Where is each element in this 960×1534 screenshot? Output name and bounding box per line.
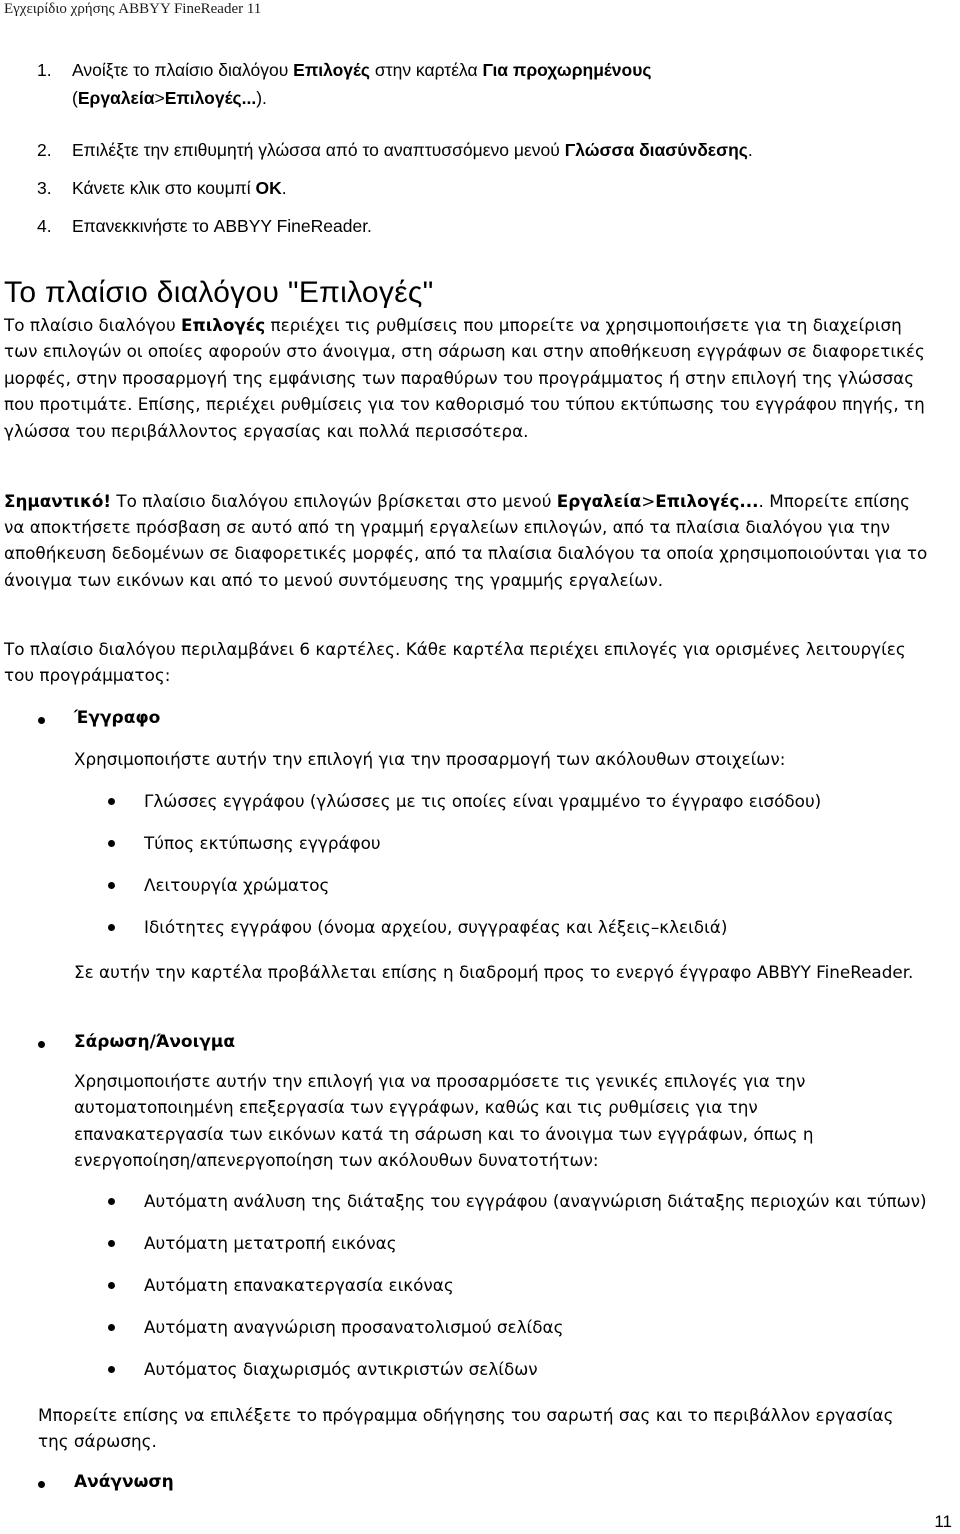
step-text: .: [747, 140, 753, 160]
list-item-text: Αυτόματη αναγνώριση προσανατολισμού σελίδας: [144, 1317, 564, 1337]
step-text: Επιλέξτε την επιθυμητή γλώσσα από το αναπτυσσόμενο μενού: [72, 140, 565, 160]
list-item: [108, 790, 821, 812]
step-bold: Επιλογές...: [164, 88, 257, 108]
step-text: Ανοίξτε το πλαίσιο διαλόγου: [72, 60, 294, 80]
step-text: ).: [256, 88, 267, 108]
step-text: .: [281, 178, 287, 198]
section-title: Το πλαίσιο διαλόγου "Επιλογές": [4, 276, 434, 309]
step-1: [37, 56, 937, 112]
list-item-text: Τύπος εκτύπωσης εγγράφου: [144, 833, 381, 853]
paragraph-text: Το πλαίσιο διαλόγου: [4, 315, 181, 335]
list-item-text: Αυτόματη ανάλυση της διάταξης του εγγράφου (αναγνώριση διάταξης περιοχών και τύπων): [144, 1191, 927, 1211]
list-item: [108, 1190, 927, 1212]
step-2: [37, 136, 937, 164]
list-item: [108, 832, 821, 854]
tab-document-note: Σε αυτήν την καρτέλα προβάλλεται επίσης η διαδρομή προς το ενεργό έγγραφο ABBYY FineReader.: [74, 962, 914, 982]
bullet-dot: [38, 1041, 45, 1048]
list-item-text: Ιδιότητες εγγράφου (όνομα αρχείου, συγγραφέας και λέξεις–κλειδιά): [144, 917, 728, 937]
step-bold: Επιλογές: [293, 60, 371, 80]
list-item: [108, 874, 821, 896]
important-paragraph: [4, 488, 934, 593]
intro-paragraph: [4, 312, 934, 444]
list-item-text: Λειτουργία χρώματος: [144, 875, 330, 895]
paragraph-text: περιέχει τις ρυθμίσεις που μπορείτε να χρησιμοποιήσετε για τη διαχείριση των επιλογών οι οποίες αφορούν στο άνοιγμα, στη σάρωση και στην αποθήκευση εγγράφων σε διαφορετικές μορφές, στην προσαρμογή της εμφάνισης των παραθύρων του προγράμματος ή στην επιλογή της γλώσσας που προτιμάτε. Επίσης, περιέχει ρυθμίσεις για τον καθορισμό του τύπου εκτύπωσης του εγγράφου πηγής, τη γλώσσα του περιβάλλοντος εργασίας και πολλά περισσότερα.: [4, 315, 925, 441]
list-item: [108, 1316, 927, 1338]
tab-recognition-title: Ανάγνωση: [74, 1472, 174, 1492]
bullet-dot: [108, 1324, 115, 1331]
step-text: (: [72, 88, 78, 108]
tab-document-title: Έγγραφο: [74, 708, 161, 728]
tab-scan-intro: Χρησιμοποιήστε αυτήν την επιλογή για να προσαρμόσετε τις γενικές επιλογές για την αυτοματοποιημένη επεξεργασία των εγγράφων, καθώς και τις ρυθμίσεις για την επανακατεργασία των εικόνων κατά τη σάρωση και το άνοιγμα των εγγράφων, όπως η ενεργοποίηση/απενεργοποίηση των ακόλουθων δυνατοτήτων:: [74, 1071, 814, 1171]
list-item: [108, 1274, 927, 1296]
bullet-dot: [108, 840, 115, 847]
step-4: [37, 212, 937, 240]
list-item-text: Αυτόματη επανακατεργασία εικόνας: [144, 1275, 454, 1295]
bullet-dot: [108, 1198, 115, 1205]
list-item: [108, 1358, 927, 1380]
list-item-text: Γλώσσες εγγράφου (γλώσσες με τις οποίες είναι γραμμένο το έγγραφο εισόδου): [144, 791, 822, 811]
step-number: 4.: [37, 216, 52, 236]
paragraph-bold: Εργαλεία: [556, 491, 642, 511]
bullet-dot: [108, 798, 115, 805]
step-bold: Γλώσσα διασύνδεσης: [564, 140, 748, 160]
bullet-dot: [108, 924, 115, 931]
important-label: Σημαντικό!: [4, 491, 112, 511]
step-text: Επανεκκινήστε το ABBYY FineReader.: [72, 216, 372, 236]
tab-document-intro: Χρησιμοποιήστε αυτήν την επιλογή για την προσαρμογή των ακόλουθων στοιχείων:: [74, 749, 786, 769]
running-header: Εγχειρίδιο χρήσης ABBYY FineReader 11: [4, 1, 262, 17]
step-number: 2.: [37, 140, 52, 160]
step-bold: Εργαλεία: [77, 88, 155, 108]
paragraph-text: Το πλαίσιο διαλόγου επιλογών βρίσκεται στο μενού: [111, 491, 557, 511]
bullet-dot: [108, 882, 115, 889]
paragraph-text: . Μπορείτε επίσης να αποκτήσετε πρόσβαση σε αυτό από τη γραμμή εργαλείων επιλογών, από τα πλαίσια διαλόγου για την αποθήκευση δεδομένων σε διαφορετικές μορφές, από τα πλαίσια διαλόγου τα οποία χρησιμοποιούνται για το άνοιγμα των εικόνων και από το μενού συντόμευσης της γραμμής εργαλείων.: [4, 491, 928, 590]
steps-list: [37, 56, 937, 240]
step-bold: OK: [255, 178, 282, 198]
list-item: [108, 916, 821, 938]
bullet-dot: [108, 1282, 115, 1289]
step-3: [37, 174, 937, 202]
bullet-dot: [38, 717, 45, 724]
paragraph-bold: Επιλογές...: [655, 491, 759, 511]
list-item-text: Αυτόματη μετατροπή εικόνας: [144, 1233, 397, 1253]
step-bold: Για προχωρημένους: [482, 60, 652, 80]
list-item: [108, 1232, 927, 1254]
step-text: >: [154, 88, 165, 108]
tab-scan-note: Μπορείτε επίσης να επιλέξετε το πρόγραμμα οδήγησης του σαρωτή σας και το περιβάλλον εργασίας της σάρωσης.: [38, 1405, 894, 1452]
tab-scan-title: Σάρωση/Άνοιγμα: [74, 1032, 235, 1052]
tab-document-items: [108, 790, 821, 938]
step-text: στην καρτέλα: [370, 60, 483, 80]
bullet-dot: [108, 1240, 115, 1247]
tab-scan-items: [108, 1190, 927, 1380]
step-number: 3.: [37, 178, 52, 198]
bullet-dot: [38, 1481, 45, 1488]
paragraph-text: >: [641, 491, 656, 511]
paragraph-bold: Επιλογές: [181, 315, 266, 335]
step-number: 1.: [37, 60, 52, 80]
bullet-dot: [108, 1366, 115, 1373]
step-text: Κάνετε κλικ στο κουμπί: [72, 178, 256, 198]
page-number: 11: [934, 1512, 952, 1531]
tabs-paragraph: Το πλαίσιο διαλόγου περιλαμβάνει 6 καρτέλες. Κάθε καρτέλα περιέχει επιλογές για ορισμένες λειτουργίες του προγράμματος:: [4, 639, 906, 686]
list-item-text: Αυτόματος διαχωρισμός αντικριστών σελίδων: [144, 1359, 538, 1379]
